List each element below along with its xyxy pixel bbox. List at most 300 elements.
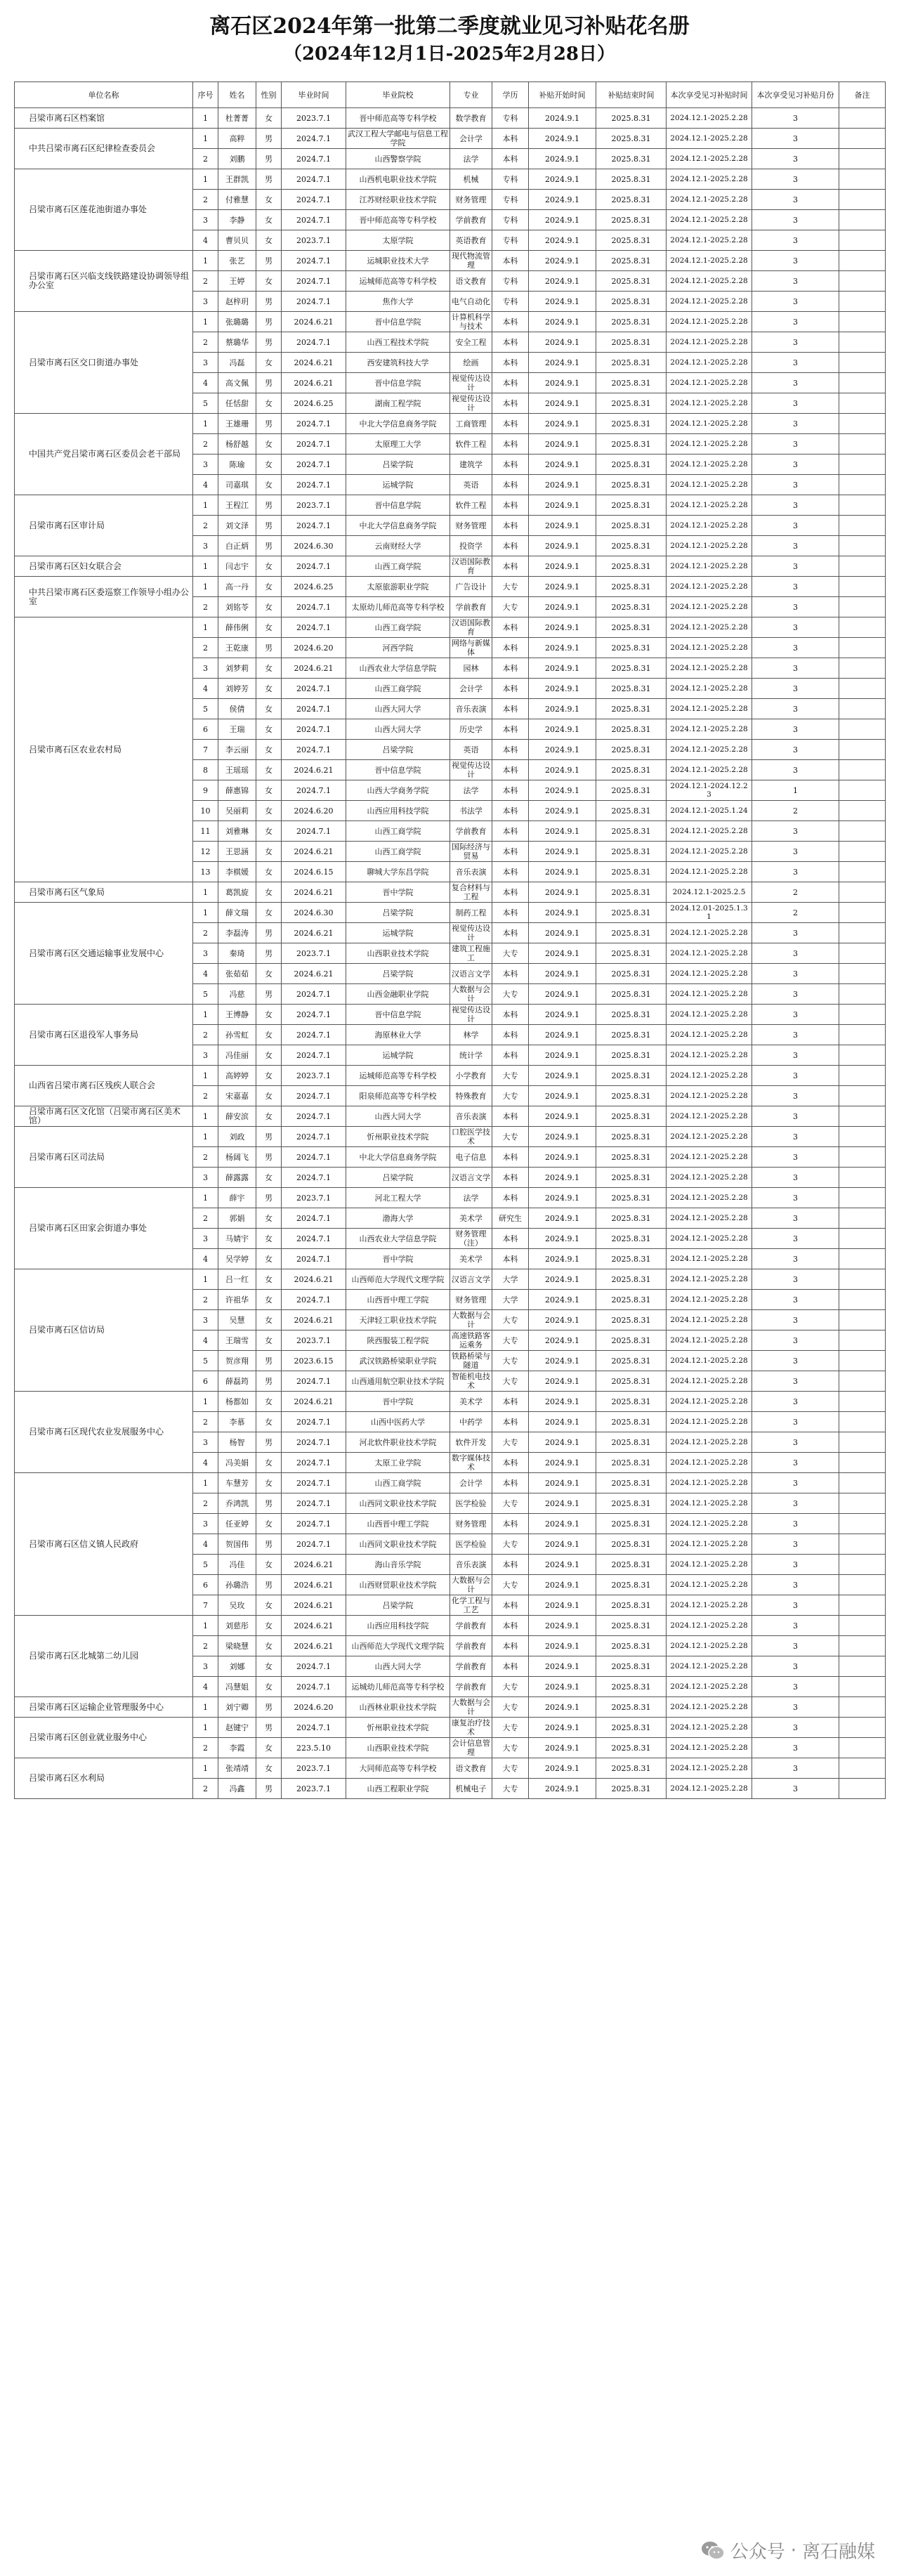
- cell-index: 9: [193, 780, 218, 801]
- cell-remarks: [839, 1738, 886, 1758]
- cell-grad-date: 223.5.10: [282, 1738, 346, 1758]
- cell-remarks: [839, 1718, 886, 1738]
- cell-gender: 男: [256, 1147, 282, 1168]
- cell-subsidy-months: 1: [752, 780, 839, 801]
- cell-subsidy-months: 3: [752, 638, 839, 658]
- cell-subsidy-months: 3: [752, 292, 839, 312]
- cell-index: 4: [193, 373, 218, 393]
- cell-remarks: [839, 1758, 886, 1779]
- cell-major: 财务管理: [450, 516, 492, 536]
- cell-subsidy-end: 2025.8.31: [596, 1290, 667, 1310]
- cell-subsidy-period: 2024.12.1-2025.2.28: [667, 1718, 752, 1738]
- cell-grad-date: 2024.7.1: [282, 1045, 346, 1066]
- cell-degree: 本科: [492, 332, 529, 353]
- cell-index: 3: [193, 292, 218, 312]
- cell-subsidy-months: 3: [752, 984, 839, 1005]
- cell-subsidy-months: 3: [752, 679, 839, 699]
- cell-subsidy-end: 2025.8.31: [596, 1208, 667, 1229]
- cell-subsidy-end: 2025.8.31: [596, 1168, 667, 1188]
- cell-subsidy-end: 2025.8.31: [596, 1371, 667, 1392]
- cell-name: 吴慧: [218, 1310, 256, 1331]
- cell-degree: 大专: [492, 597, 529, 617]
- cell-subsidy-start: 2024.9.1: [529, 169, 596, 190]
- cell-school: 山西财贸职业技术学院: [346, 1575, 450, 1595]
- cell-grad-date: 2024.7.1: [282, 1453, 346, 1473]
- cell-school: 河北工程大学: [346, 1188, 450, 1208]
- cell-grad-date: 2023.6.15: [282, 1351, 346, 1371]
- table-row: [15, 1616, 886, 1636]
- cell-name: 杨都如: [218, 1392, 256, 1412]
- cell-degree: 大专: [492, 1371, 529, 1392]
- cell-name: 吴丽莉: [218, 801, 256, 821]
- cell-subsidy-end: 2025.8.31: [596, 780, 667, 801]
- cell-major: 国际经济与贸易: [450, 842, 492, 862]
- cell-subsidy-period: 2024.12.1-2025.2.28: [667, 1412, 752, 1432]
- cell-subsidy-end: 2025.8.31: [596, 882, 667, 903]
- cell-grad-date: 2024.7.1: [282, 332, 346, 353]
- cell-major: 学前教育: [450, 1677, 492, 1697]
- cell-school: 吕梁学院: [346, 903, 450, 923]
- cell-grad-date: 2024.6.21: [282, 1575, 346, 1595]
- cell-major: 统计学: [450, 1045, 492, 1066]
- cell-index: 1: [193, 495, 218, 516]
- cell-subsidy-start: 2024.9.1: [529, 1738, 596, 1758]
- table-row: [15, 1188, 886, 1208]
- col-subsidy-start: 补贴开始时间: [529, 82, 596, 108]
- cell-degree: 本科: [492, 638, 529, 658]
- cell-degree: 本科: [492, 516, 529, 536]
- cell-subsidy-months: 3: [752, 760, 839, 780]
- cell-gender: 男: [256, 1432, 282, 1453]
- cell-name: 薛安滨: [218, 1106, 256, 1127]
- cell-subsidy-period: 2024.12.1-2025.2.28: [667, 1493, 752, 1514]
- cell-remarks: [839, 1575, 886, 1595]
- cell-index: 3: [193, 658, 218, 679]
- cell-subsidy-months: 3: [752, 1025, 839, 1045]
- cell-school: 晋中学院: [346, 1392, 450, 1412]
- cell-major: 软件开发: [450, 1432, 492, 1453]
- cell-remarks: [839, 1493, 886, 1514]
- cell-subsidy-start: 2024.9.1: [529, 1147, 596, 1168]
- cell-major: 英语教育: [450, 230, 492, 251]
- cell-grad-date: 2024.7.1: [282, 1249, 346, 1269]
- cell-subsidy-start: 2024.9.1: [529, 882, 596, 903]
- cell-degree: 本科: [492, 821, 529, 842]
- cell-grad-date: 2023.7.1: [282, 1758, 346, 1779]
- cell-subsidy-months: 3: [752, 1575, 839, 1595]
- cell-subsidy-start: 2024.9.1: [529, 1127, 596, 1147]
- cell-subsidy-start: 2024.9.1: [529, 903, 596, 923]
- cell-subsidy-end: 2025.8.31: [596, 149, 667, 169]
- cell-subsidy-end: 2025.8.31: [596, 434, 667, 455]
- cell-gender: 女: [256, 1106, 282, 1127]
- cell-remarks: [839, 1025, 886, 1045]
- cell-index: 4: [193, 679, 218, 699]
- cell-subsidy-period: 2024.12.1-2025.2.28: [667, 842, 752, 862]
- cell-gender: 女: [256, 597, 282, 617]
- cell-subsidy-start: 2024.9.1: [529, 251, 596, 271]
- cell-unit: 吕梁市离石区司法局: [15, 1127, 193, 1188]
- cell-gender: 女: [256, 1331, 282, 1351]
- cell-name: 曹贝贝: [218, 230, 256, 251]
- cell-grad-date: 2024.7.1: [282, 1208, 346, 1229]
- cell-grad-date: 2024.6.20: [282, 801, 346, 821]
- cell-major: 园林: [450, 658, 492, 679]
- cell-remarks: [839, 556, 886, 577]
- cell-degree: 本科: [492, 964, 529, 984]
- cell-name: 冯美娟: [218, 1453, 256, 1473]
- cell-subsidy-start: 2024.9.1: [529, 1493, 596, 1514]
- cell-school: 晋中信息学院: [346, 1005, 450, 1025]
- cell-major: 视觉传达设计: [450, 760, 492, 780]
- table-row: [15, 312, 886, 332]
- cell-grad-date: 2024.7.1: [282, 169, 346, 190]
- cell-school: 武汉工程大学邮电与信息工程学院: [346, 129, 450, 149]
- cell-subsidy-end: 2025.8.31: [596, 1738, 667, 1758]
- cell-subsidy-start: 2024.9.1: [529, 923, 596, 943]
- cell-subsidy-start: 2024.9.1: [529, 1432, 596, 1453]
- cell-subsidy-period: 2024.12.1-2025.2.28: [667, 1249, 752, 1269]
- cell-subsidy-end: 2025.8.31: [596, 271, 667, 292]
- cell-grad-date: 2024.7.1: [282, 1371, 346, 1392]
- cell-subsidy-start: 2024.9.1: [529, 1045, 596, 1066]
- cell-name: 贺彦翔: [218, 1351, 256, 1371]
- cell-subsidy-months: 3: [752, 1045, 839, 1066]
- cell-subsidy-months: 3: [752, 1249, 839, 1269]
- cell-school: 陕西服装工程学院: [346, 1331, 450, 1351]
- cell-subsidy-start: 2024.9.1: [529, 414, 596, 434]
- cell-remarks: [839, 699, 886, 719]
- cell-subsidy-end: 2025.8.31: [596, 1656, 667, 1677]
- cell-unit: 吕梁市离石区信访局: [15, 1269, 193, 1392]
- cell-degree: 本科: [492, 1249, 529, 1269]
- cell-subsidy-period: 2024.12.1-2025.2.28: [667, 129, 752, 149]
- cell-grad-date: 2024.7.1: [282, 1229, 346, 1249]
- cell-subsidy-start: 2024.9.1: [529, 801, 596, 821]
- cell-degree: 本科: [492, 556, 529, 577]
- cell-subsidy-end: 2025.8.31: [596, 1779, 667, 1799]
- cell-subsidy-months: 3: [752, 434, 839, 455]
- cell-subsidy-period: 2024.12.1-2025.2.28: [667, 617, 752, 638]
- cell-gender: 女: [256, 108, 282, 129]
- cell-grad-date: 2024.7.1: [282, 251, 346, 271]
- cell-gender: 女: [256, 1677, 282, 1697]
- cell-grad-date: 2024.7.1: [282, 1677, 346, 1697]
- cell-index: 5: [193, 984, 218, 1005]
- cell-degree: 大专: [492, 1066, 529, 1086]
- cell-school: 山西工商学院: [346, 617, 450, 638]
- cell-gender: 女: [256, 1555, 282, 1575]
- cell-subsidy-end: 2025.8.31: [596, 332, 667, 353]
- cell-remarks: [839, 1106, 886, 1127]
- cell-school: 太原工业学院: [346, 1453, 450, 1473]
- cell-index: 2: [193, 638, 218, 658]
- cell-subsidy-end: 2025.8.31: [596, 1025, 667, 1045]
- cell-subsidy-period: 2024.12.1-2025.2.28: [667, 1595, 752, 1616]
- cell-subsidy-end: 2025.8.31: [596, 190, 667, 210]
- cell-index: 2: [193, 516, 218, 536]
- cell-name: 赵梓玥: [218, 292, 256, 312]
- cell-subsidy-period: 2024.12.1-2025.2.28: [667, 1086, 752, 1106]
- cell-subsidy-end: 2025.8.31: [596, 1616, 667, 1636]
- cell-index: 1: [193, 1718, 218, 1738]
- cell-school: 运城师范高等专科学校: [346, 271, 450, 292]
- cell-remarks: [839, 882, 886, 903]
- cell-remarks: [839, 108, 886, 129]
- cell-index: 2: [193, 271, 218, 292]
- cell-subsidy-start: 2024.9.1: [529, 1310, 596, 1331]
- cell-school: 忻州职业技术学院: [346, 1718, 450, 1738]
- cell-subsidy-months: 3: [752, 1392, 839, 1412]
- cell-subsidy-start: 2024.9.1: [529, 129, 596, 149]
- cell-name: 李霞: [218, 1738, 256, 1758]
- cell-name: 梁晓慧: [218, 1636, 256, 1656]
- cell-subsidy-start: 2024.9.1: [529, 556, 596, 577]
- cell-subsidy-months: 3: [752, 1208, 839, 1229]
- cell-index: 2: [193, 1208, 218, 1229]
- cell-grad-date: 2024.7.1: [282, 210, 346, 230]
- cell-grad-date: 2024.6.21: [282, 882, 346, 903]
- cell-subsidy-period: 2024.12.1-2025.2.28: [667, 1025, 752, 1045]
- cell-major: 财务管理: [450, 190, 492, 210]
- wechat-watermark: [701, 2537, 875, 2563]
- cell-major: 大数据与会计: [450, 984, 492, 1005]
- cell-name: 高婷婷: [218, 1066, 256, 1086]
- cell-degree: 大专: [492, 1310, 529, 1331]
- cell-major: 智能机电技术: [450, 1371, 492, 1392]
- cell-subsidy-period: 2024.12.1-2025.2.28: [667, 1005, 752, 1025]
- cell-subsidy-months: 3: [752, 1738, 839, 1758]
- cell-name: 闫志宇: [218, 556, 256, 577]
- cell-grad-date: 2024.7.1: [282, 1656, 346, 1677]
- cell-subsidy-end: 2025.8.31: [596, 108, 667, 129]
- cell-remarks: [839, 842, 886, 862]
- cell-subsidy-end: 2025.8.31: [596, 577, 667, 597]
- cell-subsidy-period: 2024.12.01-2025.1.31: [667, 903, 752, 923]
- cell-subsidy-end: 2025.8.31: [596, 1758, 667, 1779]
- cell-subsidy-months: 3: [752, 862, 839, 882]
- cell-subsidy-start: 2024.9.1: [529, 740, 596, 760]
- cell-school: 山西职业技术学院: [346, 943, 450, 964]
- cell-subsidy-start: 2024.9.1: [529, 1514, 596, 1534]
- cell-subsidy-end: 2025.8.31: [596, 475, 667, 495]
- cell-subsidy-end: 2025.8.31: [596, 1493, 667, 1514]
- cell-subsidy-end: 2025.8.31: [596, 638, 667, 658]
- cell-subsidy-start: 2024.9.1: [529, 434, 596, 455]
- cell-index: 3: [193, 1656, 218, 1677]
- cell-school: 阳泉师范高等专科学校: [346, 1086, 450, 1106]
- cell-subsidy-months: 3: [752, 271, 839, 292]
- cell-subsidy-start: 2024.9.1: [529, 842, 596, 862]
- cell-subsidy-start: 2024.9.1: [529, 760, 596, 780]
- cell-subsidy-months: 3: [752, 373, 839, 393]
- roster-body: [15, 108, 886, 1799]
- cell-major: 汉语国际教育: [450, 617, 492, 638]
- cell-name: 刘文泽: [218, 516, 256, 536]
- cell-index: 4: [193, 1677, 218, 1697]
- cell-unit: 吕梁市离石区文化馆（吕梁市离石区美术馆）: [15, 1106, 193, 1127]
- cell-gender: 男: [256, 312, 282, 332]
- cell-subsidy-period: 2024.12.1-2025.2.28: [667, 373, 752, 393]
- cell-school: 山西金融职业学院: [346, 984, 450, 1005]
- cell-name: 秦琦: [218, 943, 256, 964]
- cell-school: 山西大同大学: [346, 719, 450, 740]
- cell-subsidy-months: 3: [752, 1005, 839, 1025]
- cell-subsidy-end: 2025.8.31: [596, 719, 667, 740]
- cell-subsidy-start: 2024.9.1: [529, 1473, 596, 1493]
- cell-gender: 女: [256, 1514, 282, 1534]
- cell-remarks: [839, 1188, 886, 1208]
- cell-grad-date: 2023.7.1: [282, 1188, 346, 1208]
- cell-school: 吕梁学院: [346, 1595, 450, 1616]
- cell-unit: 吕梁市离石区档案馆: [15, 108, 193, 129]
- cell-remarks: [839, 190, 886, 210]
- cell-index: 2: [193, 1025, 218, 1045]
- cell-subsidy-end: 2025.8.31: [596, 842, 667, 862]
- cell-gender: 男: [256, 1188, 282, 1208]
- cell-name: 王乾康: [218, 638, 256, 658]
- cell-major: 建筑学: [450, 455, 492, 475]
- cell-gender: 男: [256, 495, 282, 516]
- col-subsidy-months: 本次享受见习补贴月份: [752, 82, 839, 108]
- cell-school: 海山音乐学院: [346, 1555, 450, 1575]
- cell-unit: 吕梁市离石区交口街道办事处: [15, 312, 193, 414]
- cell-gender: 女: [256, 1595, 282, 1616]
- cell-subsidy-period: 2024.12.1-2025.2.28: [667, 638, 752, 658]
- cell-subsidy-start: 2024.9.1: [529, 1575, 596, 1595]
- cell-name: 许祖华: [218, 1290, 256, 1310]
- cell-subsidy-end: 2025.8.31: [596, 1331, 667, 1351]
- cell-remarks: [839, 210, 886, 230]
- cell-major: 铁路桥梁与隧道: [450, 1351, 492, 1371]
- cell-degree: 本科: [492, 536, 529, 556]
- cell-major: 财务管理（注）: [450, 1229, 492, 1249]
- cell-gender: 女: [256, 1208, 282, 1229]
- cell-subsidy-end: 2025.8.31: [596, 943, 667, 964]
- cell-major: 会计学: [450, 1473, 492, 1493]
- cell-name: 葛凯旋: [218, 882, 256, 903]
- cell-index: 12: [193, 842, 218, 862]
- cell-degree: 本科: [492, 740, 529, 760]
- cell-subsidy-months: 3: [752, 332, 839, 353]
- cell-remarks: [839, 292, 886, 312]
- cell-index: 3: [193, 1514, 218, 1534]
- cell-remarks: [839, 475, 886, 495]
- cell-name: 马婧宇: [218, 1229, 256, 1249]
- cell-degree: 本科: [492, 617, 529, 638]
- cell-gender: 女: [256, 882, 282, 903]
- cell-subsidy-end: 2025.8.31: [596, 923, 667, 943]
- cell-subsidy-period: 2024.12.1-2025.2.28: [667, 1106, 752, 1127]
- cell-subsidy-period: 2024.12.1-2025.2.28: [667, 1636, 752, 1656]
- cell-remarks: [839, 1045, 886, 1066]
- cell-remarks: [839, 434, 886, 455]
- cell-gender: 男: [256, 1351, 282, 1371]
- table-row: [15, 617, 886, 638]
- table-row: [15, 556, 886, 577]
- cell-degree: 大专: [492, 1738, 529, 1758]
- cell-index: 2: [193, 1636, 218, 1656]
- cell-degree: 本科: [492, 1453, 529, 1473]
- cell-grad-date: 2024.7.1: [282, 679, 346, 699]
- cell-name: 乔鸿凯: [218, 1493, 256, 1514]
- cell-subsidy-period: 2024.12.1-2025.2.28: [667, 1168, 752, 1188]
- cell-gender: 男: [256, 373, 282, 393]
- cell-subsidy-period: 2024.12.1-2025.2.28: [667, 719, 752, 740]
- cell-remarks: [839, 1636, 886, 1656]
- cell-gender: 女: [256, 230, 282, 251]
- cell-grad-date: 2024.6.21: [282, 1269, 346, 1290]
- cell-major: 学前教育: [450, 821, 492, 842]
- cell-school: 晋中师范高等专科学校: [346, 210, 450, 230]
- cell-gender: 女: [256, 1412, 282, 1432]
- cell-subsidy-start: 2024.9.1: [529, 1290, 596, 1310]
- cell-remarks: [839, 1392, 886, 1412]
- cell-grad-date: 2024.6.21: [282, 923, 346, 943]
- cell-subsidy-end: 2025.8.31: [596, 1412, 667, 1432]
- cell-school: 运城师范高等专科学校: [346, 1066, 450, 1086]
- cell-subsidy-period: 2024.12.1-2025.2.28: [667, 577, 752, 597]
- cell-major: 中药学: [450, 1412, 492, 1432]
- cell-subsidy-start: 2024.9.1: [529, 964, 596, 984]
- cell-subsidy-start: 2024.9.1: [529, 516, 596, 536]
- cell-school: 晋中学院: [346, 1249, 450, 1269]
- cell-remarks: [839, 1351, 886, 1371]
- cell-gender: 女: [256, 679, 282, 699]
- cell-subsidy-months: 3: [752, 1514, 839, 1534]
- cell-gender: 女: [256, 1473, 282, 1493]
- cell-subsidy-months: 3: [752, 1718, 839, 1738]
- cell-subsidy-start: 2024.9.1: [529, 1392, 596, 1412]
- cell-subsidy-months: 3: [752, 1473, 839, 1493]
- cell-major: 汉语国际教育: [450, 556, 492, 577]
- cell-degree: 大学: [492, 1290, 529, 1310]
- cell-subsidy-end: 2025.8.31: [596, 1514, 667, 1534]
- cell-major: 会计学: [450, 129, 492, 149]
- cell-school: 武汉铁路桥梁职业学院: [346, 1351, 450, 1371]
- cell-unit: 吕梁市离石区交通运输事业发展中心: [15, 903, 193, 1005]
- cell-subsidy-months: 3: [752, 1636, 839, 1656]
- cell-subsidy-months: 3: [752, 353, 839, 373]
- col-unit: 单位名称: [15, 82, 193, 108]
- cell-major: 制药工程: [450, 903, 492, 923]
- cell-grad-date: 2024.6.15: [282, 862, 346, 882]
- cell-school: 江苏财经职业技术学院: [346, 190, 450, 210]
- watermark-platform: 公众号: [730, 2542, 785, 2563]
- cell-grad-date: 2024.7.1: [282, 434, 346, 455]
- cell-degree: 大学: [492, 1269, 529, 1290]
- cell-index: 2: [193, 1412, 218, 1432]
- cell-remarks: [839, 1514, 886, 1534]
- cell-subsidy-period: 2024.12.1-2025.2.28: [667, 495, 752, 516]
- cell-subsidy-period: 2024.12.1-2025.2.28: [667, 149, 752, 169]
- cell-major: 财务管理: [450, 1290, 492, 1310]
- cell-degree: 本科: [492, 760, 529, 780]
- cell-gender: 男: [256, 1779, 282, 1799]
- cell-subsidy-end: 2025.8.31: [596, 455, 667, 475]
- cell-degree: 专科: [492, 190, 529, 210]
- cell-index: 1: [193, 1697, 218, 1718]
- cell-degree: 本科: [492, 1392, 529, 1412]
- cell-degree: 大专: [492, 1534, 529, 1555]
- cell-major: 美术学: [450, 1249, 492, 1269]
- cell-subsidy-period: 2024.12.1-2025.2.28: [667, 1575, 752, 1595]
- cell-major: 学前教育: [450, 210, 492, 230]
- cell-major: 绘画: [450, 353, 492, 373]
- cell-gender: 男: [256, 516, 282, 536]
- cell-name: 薛磊筠: [218, 1371, 256, 1392]
- cell-remarks: [839, 1534, 886, 1555]
